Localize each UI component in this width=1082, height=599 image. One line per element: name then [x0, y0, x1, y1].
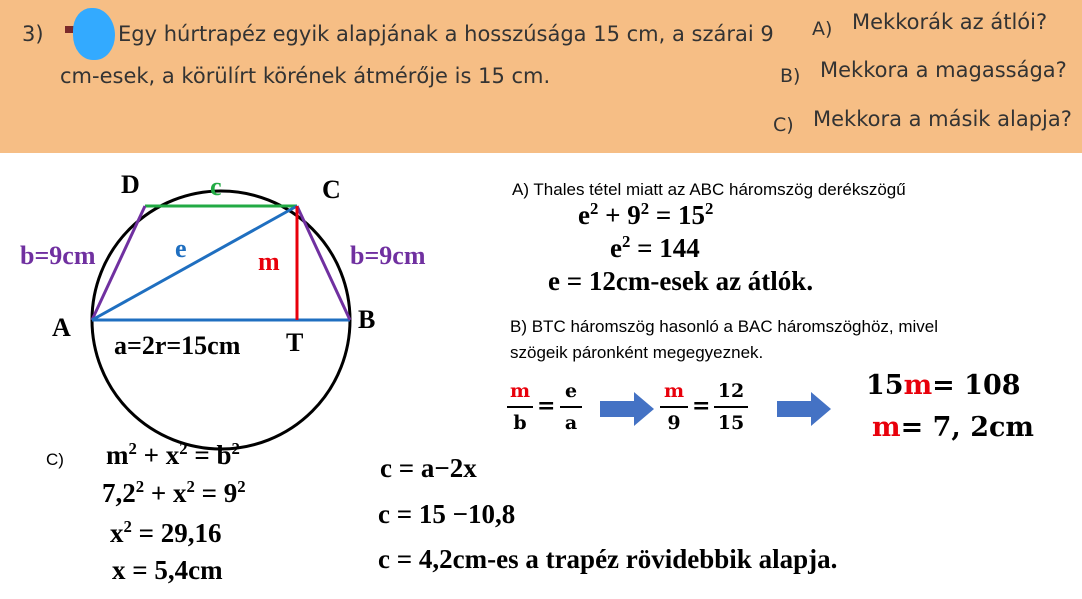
side-c-label: c: [210, 172, 222, 201]
equals-sign-2: =: [692, 393, 711, 419]
part-c-c3: c = 4,2cm-es a trapéz rövidebbik alapja.: [378, 544, 838, 574]
part-a-eq2: $e^2 = 144$: [610, 231, 700, 263]
question-b-label: B): [780, 65, 801, 87]
part-c-eq1: $m^2 + x^2 = b^2$: [106, 438, 240, 470]
part-b-result-1: 15m= 108: [866, 370, 1021, 401]
part-b-line1: B) BTC háromszög hasonló a BAC háromszöghöz, mivel: [510, 317, 939, 336]
part-b-result-2: m= 7, 2cm: [872, 412, 1034, 443]
question-a-label: A): [812, 18, 833, 40]
part-a-intro: A) Thales tétel miatt az ABC háromszög derékszögű: [512, 180, 906, 199]
fraction-e-over-a: e a: [560, 379, 582, 435]
arrow-right-icon-2: [777, 392, 831, 426]
point-t-label: T: [286, 328, 304, 357]
fraction-m-over-b: m b: [507, 379, 533, 435]
fraction-m-over-9: m 9: [660, 379, 688, 435]
part-a-eq1: $e^2 + 9^2 = 15^2$: [578, 198, 714, 230]
problem-number: 3): [22, 22, 44, 46]
leg-ad: [92, 206, 145, 320]
problem-text-line1: Egy húrtrapéz egyik alapjának a hosszúsága 15 cm, a szárai 9: [118, 22, 774, 46]
part-b-line2: szögeik páronként megegyeznek.: [510, 343, 764, 362]
redaction-blob: [73, 8, 115, 60]
part-c-c2: c = 15 −10,8: [378, 499, 516, 529]
equals-sign-1: =: [537, 393, 556, 419]
trapezoid-figure: [0, 153, 470, 453]
part-c-eq4: x = 5,4cm: [112, 555, 223, 585]
point-b-label: B: [358, 305, 376, 334]
leg-bc: [297, 206, 350, 320]
part-c-label: C): [46, 450, 64, 469]
part-c-eq2: $7,2^2 + x^2 = 9^2$: [102, 476, 246, 508]
part-a-result: e = 12cm-esek az átlók.: [548, 266, 814, 296]
question-c-text: Mekkora a másik alapja?: [813, 107, 1072, 131]
question-a-text: Mekkorák az átlói?: [852, 10, 1048, 34]
point-a-label: A: [52, 313, 71, 342]
question-b-text: Mekkora a magassága?: [820, 58, 1067, 82]
point-c-label: C: [322, 175, 341, 204]
height-m-label: m: [258, 247, 280, 276]
arrow-right-icon-1: [600, 392, 654, 426]
point-d-label: D: [121, 170, 140, 199]
question-c-label: C): [773, 114, 794, 136]
leg-right-label: b=9cm: [350, 241, 426, 270]
part-c-eq3: $x^2 = 29,16$: [110, 516, 222, 548]
diagonal-e-label: e: [175, 234, 187, 263]
fraction-12-over-15: 12 15: [714, 379, 748, 435]
part-c-c1: c = a−2x: [380, 453, 477, 483]
base-a-label: a=2r=15cm: [114, 331, 241, 360]
problem-text-line2: cm-esek, a körülírt körének átmérője is 15 cm.: [60, 64, 551, 88]
leg-left-label: b=9cm: [20, 241, 96, 270]
